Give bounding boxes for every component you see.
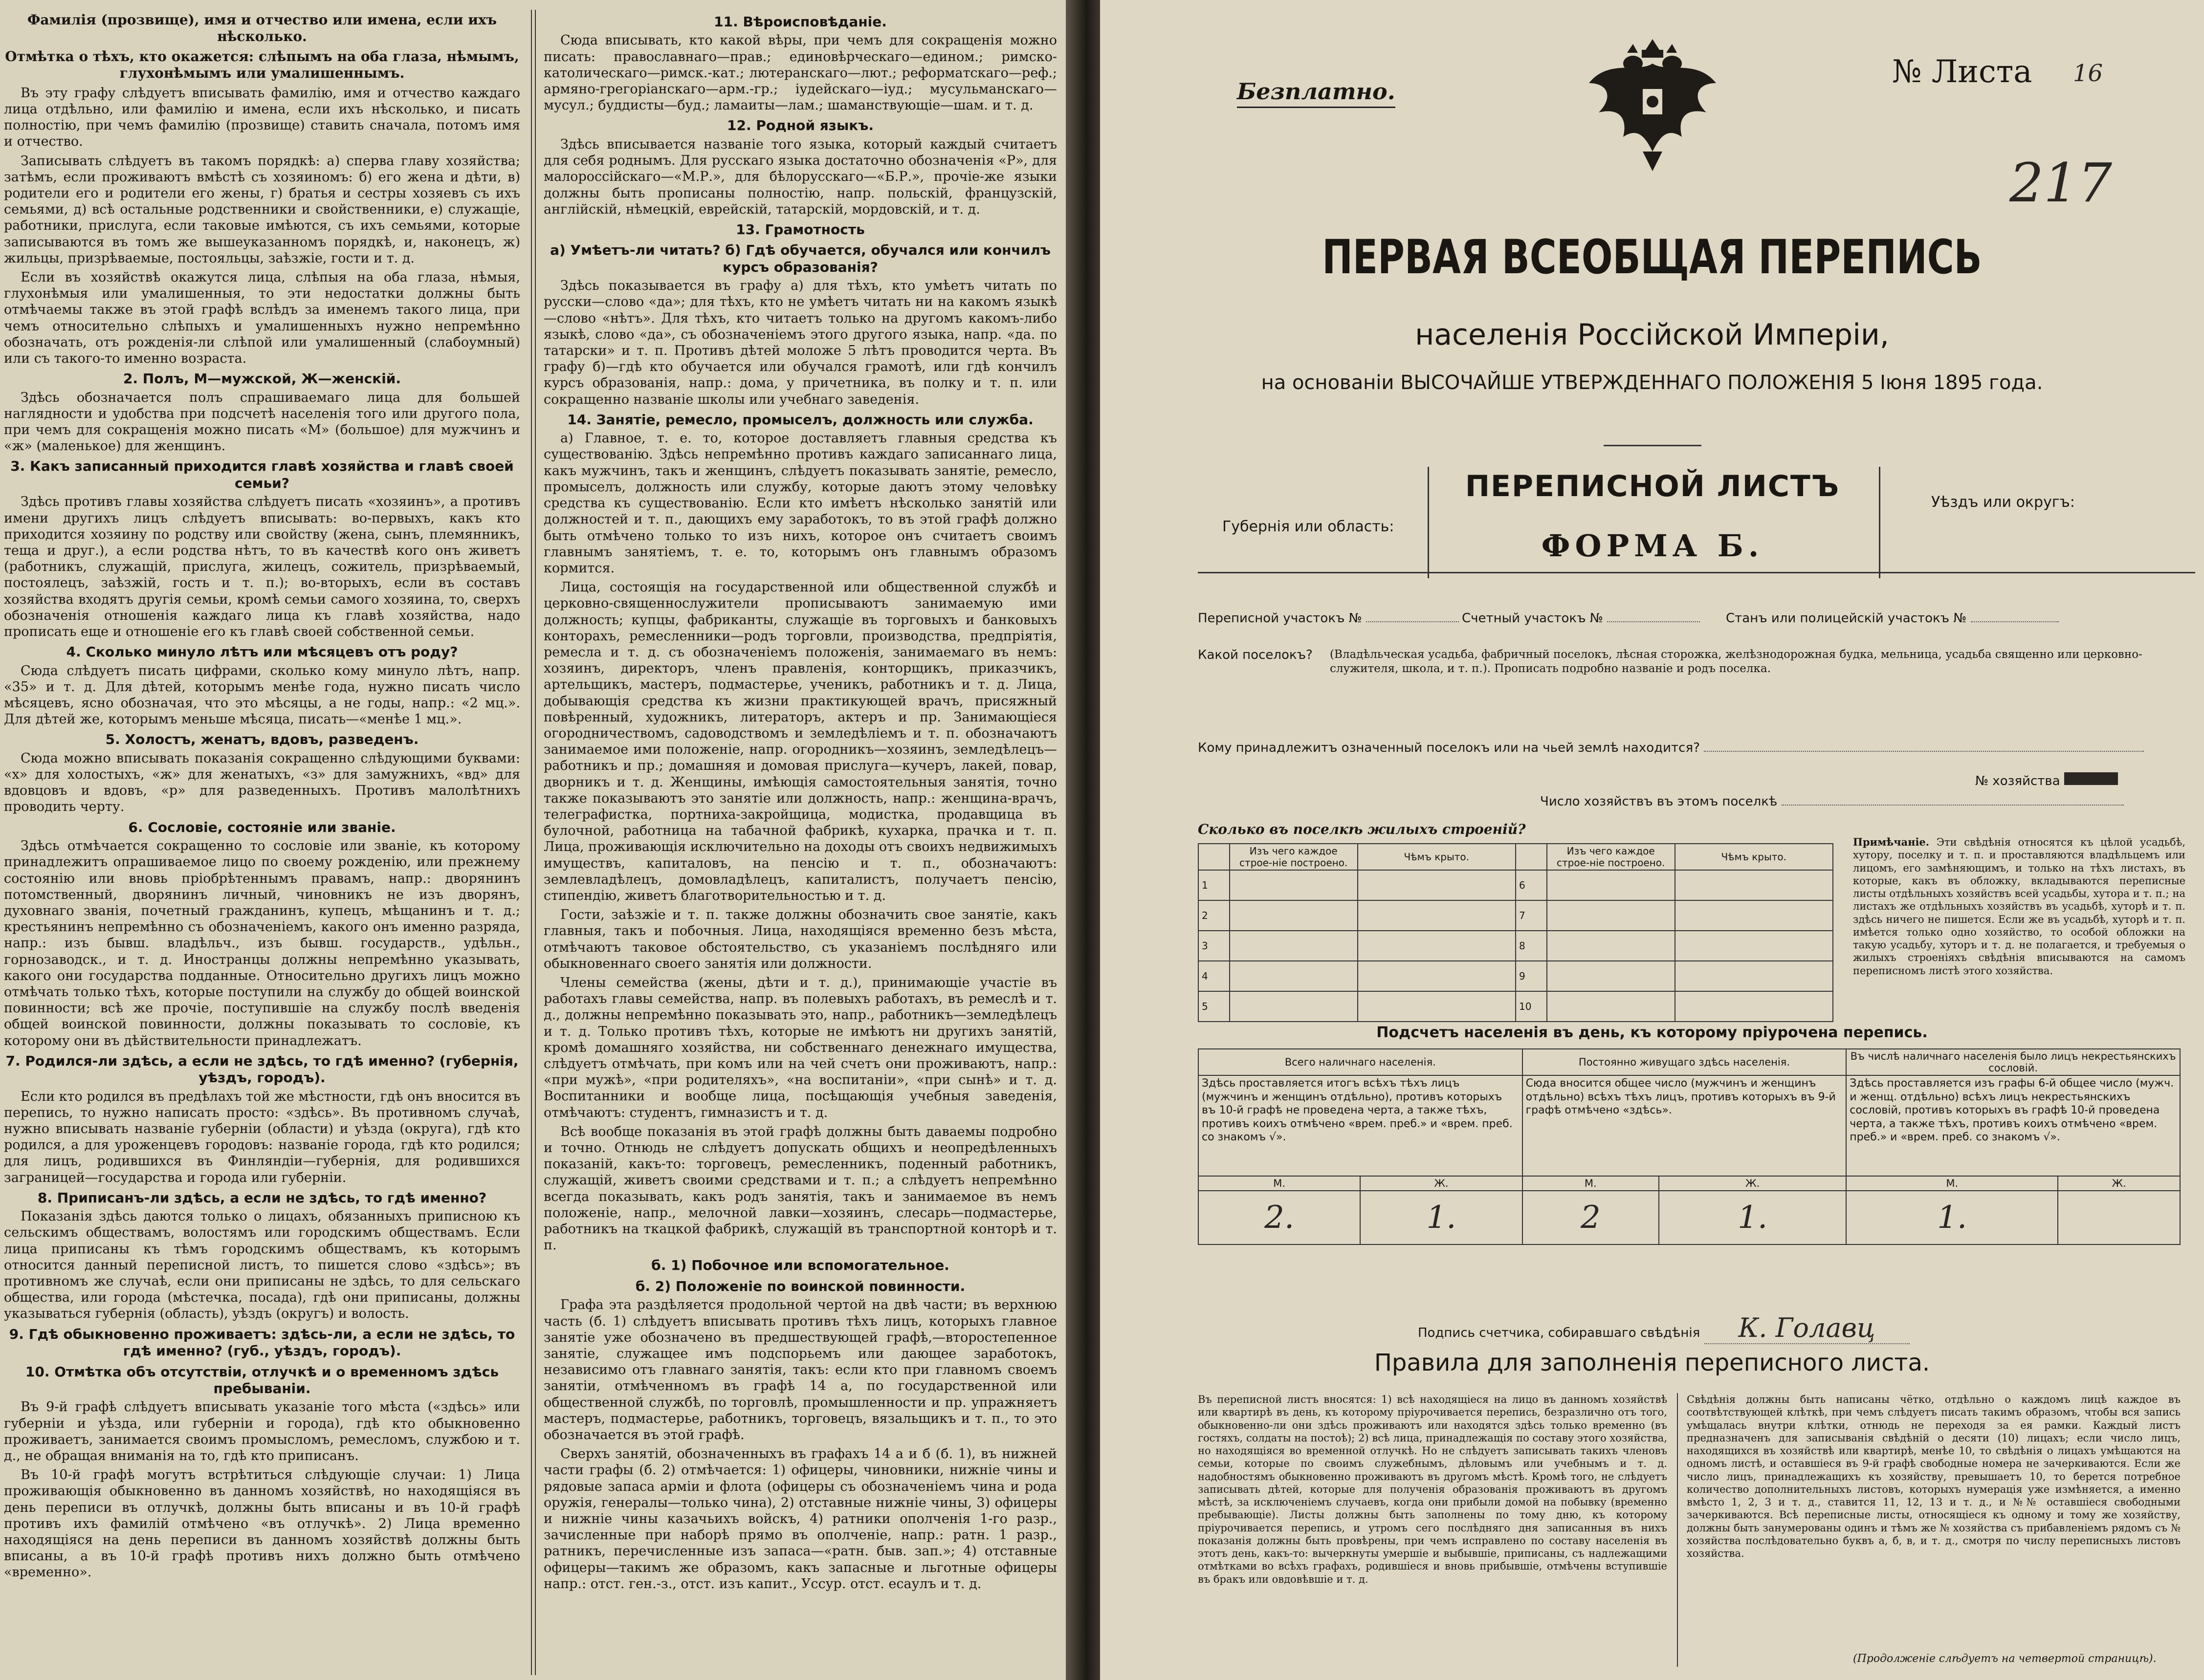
- police-station-label: Станъ или полицейскій участокъ №: [1726, 611, 1967, 626]
- rules-left-text: Въ переписной листъ вносятся: 1) всѣ находящіеся на лицо въ данномъ хозяйствѣ или квартирѣ въ день, къ которому пріурочивается перепись, безразлично отъ того, обыкновенно-ли они здѣсь проживаютъ или находятся здѣсь только временно (въ гостяхъ, солдаты на постоѣ); 2) всѣ лица, принадлежащія по составу этого хозяйства, но находящіяся во временной отлучкѣ. Но не слѣдуетъ записывать такихъ членовъ семьи, которые по своимъ служебнымъ, дѣловымъ или учебнымъ и т. д. надобностямъ обыкновенно проживаютъ въ другомъ мѣстѣ. Кромѣ того, не слѣдуетъ записывать дѣтей, которые для полученія образованія проживаютъ въ другомъ мѣстѣ, за исключеніемъ случаевъ, когда они прибыли домой на побывку (временно пребывающіе). Листы должны быть заполнены по тому дню, къ которому пріурочивается перепись, и утромъ сего послѣдняго дня записанныя въ нихъ показанія должны быть провѣрены, при чемъ исправлено по составу населенія въ этотъ день, какъ-то: вычеркнуты умершіе и выбывшіе, приписаны, съ надлежащими отмѣтками во всѣхъ графахъ, родившіеся и вновь прибывшіе, отмѣчены вступившіе въ бракъ или овдовѣвшіе и т. д.: [1198, 1394, 1667, 1585]
- form-box-bottom-line: [1198, 572, 2195, 573]
- instruction-paragraph: Гости, заѣзжіе и т. п. также должны обозначить свое занятіе, какъ главныя, такъ и побочныя. Лица, находящіяся временно безъ мѣста, отмѣчаютъ таковое обстоятельство, съ указаніемъ послѣдняго или обыкновеннаго своего занятія или должности.: [544, 907, 1057, 971]
- owner-field[interactable]: [1198, 741, 2144, 755]
- instruction-heading: 6. Сословіе, состояніе или званіе.: [128, 819, 396, 835]
- rules-continued-note: (Продолженіе слѣдуетъ на четвертой страницѣ).: [1853, 1653, 2157, 1665]
- note-text: Эти свѣдѣнія относятся къ цѣлой усадьбѣ, хутору, поселку и т. п. и проставляются владѣльцемъ или лицомъ, его замѣняющимъ, и только на тѣхъ листахъ, въ которые, какъ въ обложку, вкладываются переписные листы отдѣльныхъ хозяйствъ всей усадьбы, хутора и т. п.; на листахъ же отдѣльныхъ хозяйствъ въ усадьбѣ, хуторѣ и т. п. здѣсь ничего не пишется. Если же въ усадьбѣ, хуторѣ и т. п. имѣется только одно хозяйство, то особой обложки на такую усадьбу, хуторъ и т. д. не полагается, и требуемыя о жилыхъ строеніяхъ свѣдѣнія вписываются на самомъ переписномъ листѣ этого хозяйства.: [1853, 836, 2185, 977]
- instruction-heading: а) Умѣетъ-ли читать? б) Гдѣ обучается, обучался или кончилъ курсъ образованія?: [550, 242, 1051, 275]
- instruction-heading: 10. Отмѣтка объ отсутствіи, отлучкѣ и о временномъ здѣсь пребываніи.: [25, 1363, 499, 1396]
- form-subtitle: ФОРМА Б.: [1541, 528, 1764, 564]
- household-number-label: № хозяйства: [1975, 774, 2060, 788]
- instruction-paragraph: Сверхъ занятій, обозначенныхъ въ графахъ 14 а и б (б. 1), въ нижней части графы (б. 2) отмѣчается: 1) офицеры, чиновники, нижніе чины и рядовые запаса арміи и флота (офицеры съ обозначеніемъ чина и рода оружія, генералы—только чина), 2) отставные нижніе чины, 3) офицеры и нижніе чины казачьихъ войскъ, 4) ратники ополченія 1-го разр., зачисленные при наборѣ прямо въ ополченіе, напр.: ратн. 1 разр., ратникъ, перечисленные изъ запаса—«ратн. быв. зап.»; 4) отставные офицеры—такимъ же образомъ, какъ запасные и льготные офицеры напр.: отст. ген.-з., отст. изъ капит., Уссур. отст. есаулъ и т. д.: [544, 1446, 1057, 1592]
- census-title: ПЕРВАЯ ВСЕОБЩАЯ ПЕРЕПИСЬ: [1322, 230, 1982, 284]
- district-label: Уѣздъ или округъ:: [1931, 494, 2075, 511]
- note-block: [1853, 836, 2185, 977]
- household-count-field[interactable]: [1540, 794, 2124, 809]
- buildings-col-roof-2: Чѣмъ крыто.: [1675, 844, 1833, 870]
- household-count-label: Число хозяйствъ въ этомъ поселкѣ: [1540, 794, 1778, 809]
- census-form-page: [1100, 0, 2204, 1680]
- province-label: Губернія или область:: [1222, 518, 1394, 535]
- instruction-paragraph: Показанія здѣсь даются только о лицахъ, обязанныхъ приписною къ сельскимъ обществамъ, волостямъ или городскимъ обществамъ. Если лица приписаны къ тѣмъ городскимъ обществамъ, къ которымъ относится данный переписной листъ, то пишется слово «здѣсь»; въ противномъ же случаѣ, если они приписаны не здѣсь, то для сельскаго общества, или города (мѣстечка, посада), гдѣ они приписаны, должны указываться губернія (область), уѣздъ (округъ) и волость.: [4, 1209, 520, 1322]
- column-divider: [531, 10, 536, 1675]
- instruction-heading: Отмѣтка о тѣхъ, кто окажется: слѣпымъ на оба глаза, нѣмымъ, глухонѣмымъ или умалишеннымъ.: [5, 48, 519, 82]
- instruction-paragraph: Члены семейства (жены, дѣти и т. д.), принимающіе участіе въ работахъ главы семейства, напр. въ полевыхъ работахъ, въ ремеслѣ и т. д., должны непремѣнно показывать это, напр., работникъ—земледѣлецъ и т. д. Только противъ тѣхъ, которые не имѣютъ ни другихъ занятій, кромѣ домашняго хозяйства, ни собственнаго денежнаго имущества, слѣдуетъ отмѣчать, при комъ или на чей счетъ они проживаютъ, напр.: «при мужѣ», «при родителяхъ», «на воспитаніи», «при сынѣ» и т. д. Воспитанники и вообще лица, посѣщающія учебныя заведенія, отмѣчаютъ: студентъ, гимназистъ и т. д.: [544, 975, 1057, 1120]
- instruction-heading: 3. Какъ записанный приходится главѣ хозяйства и главѣ своей семьи?: [10, 458, 514, 491]
- instruction-heading: 8. Приписанъ-ли здѣсь, а если не здѣсь, то гдѣ именно?: [37, 1189, 487, 1206]
- settlement-label: Какой поселокъ?: [1198, 648, 1313, 662]
- instruction-paragraph: Здѣсь отмѣчается сокращенно то сословіе или званіе, къ которому принадлежитъ опрашиваемое лицо по своему рожденію, или прежнему состоянію или вновь пріобрѣтеннымъ правамъ, напр.: дворянинъ потомственный, дворянинъ личный, чиновникъ не изъ дворянъ, духовнаго званія, почетный гражданинъ, купецъ, мѣщанинъ и т. д.; крестьянинъ непремѣнно съ обозначеніемъ, какого онъ именно разряда, напр.: изъ бывш. владѣльч., изъ бывш. государств., удѣльн., горнозаводск., и т. д. Иностранцы должны непремѣнно указывать, какого они государства подданные. Относительно другихъ лицъ можно отмѣчать только тѣхъ, которые поступили на службу до общей воинской повинности; всѣ же прочіе, поступившіе на службу послѣ введенія общей воинской повинности, должны показывать то сословіе, къ которому они въ дѣйствительности принадлежатъ.: [4, 838, 520, 1048]
- form-title: ПЕРЕПИСНОЙ ЛИСТЪ: [1465, 469, 1840, 503]
- instructions-column-left: [4, 10, 520, 1675]
- count-area-label: Счетный участокъ №: [1462, 611, 1603, 626]
- total-population-desc: Здѣсь проставляется итогъ всѣхъ тѣхъ лицъ (мужчинъ и женщинъ отдѣльно), противъ которыхъ въ 10-й графѣ не проведена черта, а также тѣхъ, противъ коихъ отмѣчено «врем. преб.» и «врем. преб. со знакомъ √».: [1198, 1075, 1522, 1176]
- total-population-head: Всего наличнаго населенія.: [1198, 1049, 1522, 1075]
- handwritten-folio-number: 217: [2009, 152, 2112, 214]
- instruction-heading: 12. Родной языкъ.: [727, 117, 874, 134]
- settlement-hint: (Владѣльческая усадьба, фабричный поселокъ, лѣсная сторожка, желѣзнодорожная будка, мельница, усадьба священно или церковно-служителя, школа, и т. п.). Прописать подробно названіе и родъ поселка.: [1330, 648, 2142, 675]
- book-spine: [1066, 0, 1100, 1680]
- instruction-paragraph: Всѣ вообще показанія въ этой графѣ должны быть даваемы подробно и точно. Отнюдь не слѣдуетъ допускать общихъ и неопредѣленныхъ показаній, какъ-то: торговецъ, ремесленникъ, поденный работникъ, служащій, живетъ своими средствами и т. п.; а слѣдуетъ непремѣнно всегда показывать, какъ родъ занятія, такъ и занимаемое въ немъ положеніе, напр., мелочной лавки—хозяинъ, слесарь—подмастерье, работникъ на ткацкой фабрикѣ, служащій въ транспортной конторѣ и т. п.: [544, 1124, 1057, 1253]
- non-peasant-female-value[interactable]: [2058, 1191, 2180, 1244]
- rules-title: Правила для заполненія переписного листа.: [1374, 1349, 1930, 1376]
- rules-right-text: Свѣдѣнія должны быть написаны чётко, отдѣльно о каждомъ лицѣ каждое въ соотвѣтствующей клѣткѣ, при чемъ слѣдуетъ писать такимъ образомъ, чтобы вся запись умѣщалась внутри клѣтки, отнюдь не переходя за ея рамки. Каждый листъ предназначенъ для записыванія свѣдѣній о десяти (10) лицахъ; если число лицъ, находящихся въ хозяйствѣ или квартирѣ, менѣе 10, то свѣдѣнія о лицахъ умѣщаются на одномъ листѣ, и оставшіеся въ 9-й графѣ свободные номера не зачеркиваются. Если же число лицъ, принадлежащихъ къ хозяйству, превышаетъ 10, то берется потребное количество дополнительныхъ листовъ, которыхъ нумерація уже измѣняется, а именно вмѣсто 1, 2, 3 и т. д., ставится 11, 12, 13 и т. д., и №№ оставшіеся свободными зачеркиваются. Всѣ переписные листы, относящіеся къ одному и тому же хозяйству, должны быть занумерованы одинъ и тѣмъ же № хозяйства съ прибавленіемъ рядомъ съ № хозяйства послѣдовательно буквъ а, б, в, и т. д., смотря по числу переписныхъ листовъ хозяйства.: [1687, 1394, 2181, 1559]
- instruction-paragraph: Здѣсь вписывается названіе того языка, который каждый считаетъ для себя роднымъ. Для русскаго языка достаточно обозначенія «Р», для малороссійскаго—«М.Р.», для бѣлорусскаго—«Б.Р.», прочіе-же языки должны быть прописаны полностію, напр. польскій, французскій, англійскій, нѣмецкій, еврейскій, татарскій, мордовскій, и т. д.: [544, 136, 1057, 217]
- instruction-heading: 11. Вѣроисповѣданіе.: [714, 14, 887, 30]
- population-table: Всего наличнаго населенія. Постоянно живущаго здѣсь населенія. Въ числѣ наличнаго населенія было лицъ некрестьянскихъ сословій. Здѣсь проставляется итогъ всѣхъ тѣхъ лицъ (мужчинъ и женщинъ отдѣльно), противъ которыхъ въ 10-й графѣ не проведена черта, а также тѣхъ, противъ коихъ отмѣчено «врем. преб.» и «врем. преб. со знакомъ √». Сюда вносится общее число (мужчинъ и женщинъ отдѣльно) всѣхъ тѣхъ лицъ, противъ которыхъ въ 9-й графѣ отмѣчено «здѣсь». Здѣсь проставляется изъ графы 6-й общее число (мужч. и женщ. отдѣльно) всѣхъ лицъ некрестьянскихъ сословій, противъ которыхъ въ графѣ 10-й проведена черта, а также тѣхъ, противъ коихъ отмѣчено «врем. преб.» и «врем. преб. со знакомъ √». М. Ж. М. Ж. М. Ж. 2. 1. 2 1. 1.: [1198, 1048, 2181, 1245]
- instruction-paragraph: а) Главное, т. е. то, которое доставляетъ главныя средства къ существованію. Здѣсь непремѣнно противъ каждаго записаннаго лица, какъ мужчинъ, такъ и женщинъ, слѣдуетъ показывать занятіе, ремесло, промыселъ, должность или службу, которые даютъ этому человѣку средства къ существованію. Если кто имѣетъ нѣсколько занятій или должностей и т. п., дающихъ ему заработокъ, то въ этой графѣ должно быть отмѣчено только то изъ нихъ, которое онъ считаетъ своимъ главнымъ занятіемъ, т. е. то, которымъ онъ главнымъ образомъ кормится.: [544, 431, 1057, 576]
- non-peasant-head: Въ числѣ наличнаго населенія было лицъ некрестьянскихъ сословій.: [1846, 1049, 2180, 1075]
- permanent-female-value[interactable]: 1.: [1659, 1191, 1846, 1244]
- instruction-paragraph: Здѣсь показывается въ графу а) для тѣхъ, кто умѣетъ читать по русски—слово «да»; для тѣхъ, кто не умѣетъ читать ни на какомъ языкѣ—слово «нѣтъ». Для тѣхъ, кто читаетъ только на другомъ какомъ-либо языкѣ, слово «да», съ обозначеніемъ этого другого языка, напр. «да. по татарски» и т. п. Противъ дѣтей моложе 5 лѣтъ проводится черта. Въ графу б)—гдѣ кто обучается или обучался грамотѣ, или гдѣ кончилъ курсъ образованія, напр.: дома, у причетника, въ полку и т. п. или сокращенно названіе школы или учебнаго заведенія.: [544, 278, 1057, 407]
- instruction-paragraph: Въ 9-й графѣ слѣдуетъ вписывать указаніе того мѣста («здѣсь» или губерніи и уѣзда, или губерніи и города), гдѣ кто обыкновенно проживаетъ, занимается своимъ промысломъ, ремесломъ, службою и т. д., не обращая вниманія на то, гдѣ кто приписанъ.: [4, 1399, 520, 1464]
- instruction-paragraph: Лица, состоящія на государственной или общественной службѣ и церковно-священнослужители прописываютъ занимаемую ими должность; купцы, фабриканты, служащіе въ торговыхъ и банковыхъ конторахъ, ремесленники—родъ торговли, производства, предпріятія, ремесла и т. д. съ обозначеніемъ положенія, занимаемаго въ немъ: хозяинъ, директоръ, членъ правленія, конторщикъ, приказчикъ, артельщикъ, мастеръ, подмастерье, ученикъ, работникъ и т. д. Лица, добывающія средства къ жизни практикующей врачъ, присяжный повѣренный, художникъ, литераторъ, актеръ и пр. Занимающіеся огородничествомъ, садоводствомъ и земледѣліемъ и т. п. обозначаютъ занимаемое ими положеніе, напр. огородникъ—хозяинъ, земледѣлецъ—работникъ и пр.; домашняя и домовая прислуга—кучеръ, лакей, повар, дворникъ и т. д. Женщины, имѣющія самостоятельныя занятія, точно также показываютъ это занятіе или должность, напр.: женщина-врачъ, телеграфистка, портниха-закройщица, модистка, продавщица въ булочной, работница на табачной фабрикѣ, кухарка, прачка и т. п. Лица, проживающія исключительно на доходы отъ своихъ недвижимыхъ имуществъ, капиталовъ, на пенсію и т. п., обозначаютъ: землевладѣлецъ, домовладѣлецъ, капиталистъ, получаетъ пенсію, стипендію, живетъ благотворительностью и т. д.: [544, 580, 1057, 903]
- buildings-title: Сколько въ поселкѣ жилыхъ строеній?: [1198, 821, 1526, 837]
- buildings-col-roof: Чѣмъ крыто.: [1358, 844, 1516, 870]
- instruction-paragraph: Графа эта раздѣляется продольной чертой на двѣ части; въ верхнюю часть (б. 1) слѣдуетъ вписывать противъ тѣхъ лицъ, которыхъ главное занятіе уже обозначено въ предшествующей графѣ,—второстепенное занятіе, служащее имъ подспорьемъ или дающее заработокъ, независимо отъ главнаго занятія, такъ: если кто при главномъ своемъ занятіи, отмѣченномъ въ графѣ 14 а, по государственной или общественной службѣ, по торговлѣ, промышленности и пр. упражняетъ мастеръ, подмастерье, работникъ, торговецъ, вязальщикъ и т. п., то это обозначается въ этой графѣ.: [544, 1297, 1057, 1442]
- instruction-paragraph: Сюда вписывать, кто какой вѣры, при чемъ для сокращенія можно писать: православнаго—прав.; единовѣрческаго—едином.; римско-католическаго—римск.-кат.; лютеранскаго—лют.; реформатскаго—реф.; армяно-грегоріанскаго—арм.-гр.; іудейскаго—іуд.; мусульманскаго—мусул.; буддисты—буд.; ламаиты—лам.; шаманствующіе—шам. и т. д.: [544, 33, 1057, 113]
- instruction-heading: 7. Родился-ли здѣсь, а если не здѣсь, то гдѣ именно? (губернія, уѣздъ, городъ).: [5, 1052, 519, 1086]
- instruction-heading: 5. Холостъ, женатъ, вдовъ, разведенъ.: [105, 731, 419, 748]
- permanent-population-desc: Сюда вносится общее число (мужчинъ и женщинъ отдѣльно) всѣхъ тѣхъ лицъ, противъ которыхъ въ 9-й графѣ отмѣчено «здѣсь».: [1522, 1075, 1847, 1176]
- instruction-heading: б. 1) Побочное или вспомогательное.: [651, 1257, 949, 1274]
- signature-field[interactable]: [1418, 1312, 1910, 1344]
- signature-label: Подпись счетчика, собиравшаго свѣдѣнія: [1418, 1326, 1700, 1340]
- household-number-field[interactable]: [1975, 772, 2118, 788]
- owner-label: Кому принадлежитъ означенный поселокъ или на чьей землѣ находится?: [1198, 741, 1700, 755]
- sheet-number-label: № Листа: [1892, 54, 2032, 90]
- total-male-value[interactable]: 2.: [1198, 1191, 1360, 1244]
- instruction-paragraph: Въ 10-й графѣ могутъ встрѣтиться слѣдующіе случаи: 1) Лица проживающія обыкновенно въ данномъ хозяйствѣ, но находящіяся въ день переписи въ отлучкѣ, должны быть вписаны и въ 10-й графѣ противъ ихъ фамилій отмѣчено «въ отлучкѣ». 2) Лица временно находящіяся на день переписи въ данномъ хозяйствѣ должны быть вписаны, а въ 10-й графѣ противъ нихъ должно быть отмѣчено «временно».: [4, 1467, 520, 1580]
- permanent-population-head: Постоянно живущаго здѣсь населенія.: [1522, 1049, 1847, 1075]
- instruction-heading: 4. Сколько минуло лѣтъ или мѣсяцевъ отъ роду?: [66, 644, 458, 660]
- buildings-table: [1198, 843, 1833, 1022]
- instruction-paragraph: Въ эту графу слѣдуетъ вписывать фамилію, имя и отчество каждаго лица отдѣльно, или фамилію и имена, если ихъ нѣсколько, и писать полностію, при чемъ фамилію (прозвище) ставить сначала, потомъ имя и отчество.: [4, 85, 520, 150]
- buildings-row: 4 9: [1198, 961, 1833, 991]
- instruction-paragraph: Сюда слѣдуетъ писать цифрами, сколько кому минуло лѣтъ, напр. «35» и т. д. Для дѣтей, которымъ менѣе года, нужно писать число мѣсяцевъ, ясно обозначая, что это мѣсяцы, а не годы, напр.: «2 мц.». Для дѣтей же, которымъ меньше мѣсяца, писать—«менѣе 1 мц.».: [4, 663, 520, 727]
- buildings-col-material: Изъ чего каждое строе-ніе построено.: [1230, 844, 1358, 870]
- instruction-heading: Фамилія (прозвище), имя и отчество или имена, если ихъ нѣсколько.: [27, 12, 497, 45]
- buildings-col-material-2: Изъ чего каждое строе-ніе построено.: [1547, 844, 1675, 870]
- police-station-field[interactable]: [1726, 611, 2059, 626]
- instruction-paragraph: Если кто родился въ предѣлахъ той же мѣстности, гдѣ онъ вносится въ перепись, то нужно написать просто: «здѣсь». Въ противномъ случаѣ, нужно вписывать названіе губерніи (области) и уѣзда (округа), гдѣ кто родился, а для уроженцевъ городовъ: названіе города, гдѣ кто родился; для лицъ, родившихся въ Финляндіи—губернія, для родившихся заграницей—государства и города или губерніи.: [4, 1089, 520, 1185]
- census-area-label: Переписной участокъ №: [1198, 611, 1362, 626]
- buildings-row: 3 8: [1198, 931, 1833, 961]
- permanent-male-value[interactable]: 2: [1522, 1191, 1659, 1244]
- instruction-paragraph: Здѣсь обозначается полъ спрашиваемаго лица для большей наглядности и удобства при подсчетѣ населенія того или другого пола, при чемъ для сокращенія можно писать «М» (большое) для мужчинъ и «ж» (маленькое) для женщинъ.: [4, 390, 520, 454]
- non-peasant-desc: Здѣсь проставляется изъ графы 6-й общее число (мужч. и женщ. отдѣльно) всѣхъ лицъ некрестьянскихъ сословій, противъ которыхъ въ графѣ 10-й проведена черта, а также тѣхъ, противъ коихъ отмѣчено «врем. преб.» и «врем. преб. со знакомъ √».: [1846, 1075, 2180, 1176]
- free-label: Безплатно.: [1237, 78, 1395, 108]
- population-title: Подсчетъ населенія въ день, къ которому пріурочена перепись.: [1376, 1024, 1928, 1041]
- rules-divider: [1677, 1393, 1678, 1667]
- census-area-field[interactable]: [1198, 611, 1459, 626]
- sheet-number-value: 16: [2073, 60, 2103, 87]
- non-peasant-male-value[interactable]: 1.: [1846, 1191, 2058, 1244]
- title-divider: [1604, 445, 1701, 446]
- instruction-paragraph: Здѣсь противъ главы хозяйства слѣдуетъ писать «хозяинъ», а противъ имени другихъ лицъ слѣдуетъ вписывать: во-первыхъ, какъ кто приходится хозяину по родству или свойству (жена, сынъ, племянникъ, теща и друг.), а если родства нѣтъ, то въ качествѣ кого онъ живетъ (работникъ, служащій, прислуга, жилецъ, сожитель, призрѣваемый, постоялецъ, заѣзжій, гость и т. п.); во-вторыхъ, если въ составъ хозяйства входятъ другія семьи, кромѣ семьи самого хозяина, то, сверхъ обозначенія отношенія каждаго лица къ главѣ хозяйства, надо прописать еще и отношеніе его къ главѣ своей собственной семьи.: [4, 494, 520, 639]
- instruction-paragraph: Если въ хозяйствѣ окажутся лица, слѣпыя на оба глаза, нѣмыя, глухонѣмыя или умалишенныя, то эти недостатки должны быть отмѣчаемы также въ этой графѣ вслѣдъ за именемъ такого лица, при чемъ относительно слѣпыхъ и умалишенныхъ нужно непремѣнно обозначать, отъ рожденія-ли слѣпой или умалишенный (слабоумный) или съ такого-то именно возраста.: [4, 269, 520, 366]
- left-instructions-page: [0, 0, 1066, 1680]
- instruction-heading: 13. Грамотность: [736, 221, 865, 238]
- census-subtitle: населенія Россійской Имперіи,: [1415, 318, 1889, 352]
- instruction-paragraph: Сюда можно вписывать показанія сокращенно слѣдующими буквами: «х» для холостыхъ, «ж» для женатыхъ, «з» для замужнихъ, «вд» для вдовцовъ и вдовъ, «р» для разведенныхъ. Противъ малолѣтнихъ проводить черту.: [4, 750, 520, 815]
- buildings-row: 1 6: [1198, 870, 1833, 900]
- note-title: Примѣчаніе.: [1853, 836, 1930, 848]
- count-area-field[interactable]: [1462, 611, 1700, 626]
- signature-value: К. Голавц: [1704, 1312, 1910, 1344]
- instruction-paragraph: Записывать слѣдуетъ въ такомъ порядкѣ: а) сперва главу хозяйства; затѣмъ, если проживаютъ вмѣстѣ съ хозяиномъ: б) его жена и дѣти, в) родители его и родители его жены, г) братья и сестры хозяевъ съ ихъ семьями, д) всѣ остальные родственники и свойственники, е) служащіе, работники, прислуга, если таковые имѣются, съ ихъ семьями, которые записываются въ томъ же вышеуказанномъ порядкѣ, и, наконецъ, ж) жильцы, призрѣваемые, постояльцы, заѣзжіе, гости и т. д.: [4, 153, 520, 266]
- buildings-row: 5 10: [1198, 991, 1833, 1022]
- total-female-value[interactable]: 1.: [1360, 1191, 1522, 1244]
- instruction-heading: 14. Занятіе, ремесло, промыселъ, должность или служба.: [567, 411, 1034, 428]
- buildings-row: 2 7: [1198, 900, 1833, 931]
- instruction-heading: б. 2) Положеніе по воинской повинности.: [635, 1278, 966, 1294]
- instructions-column-right: [544, 10, 1057, 1675]
- imperial-eagle-emblem: [1579, 29, 1726, 176]
- instruction-heading: 2. Полъ, М—мужской, Ж—женскій.: [123, 371, 401, 387]
- instruction-heading: 9. Гдѣ обыкновенно проживаетъ: здѣсь-ли, а если не здѣсь, то гдѣ именно? (губ., уѣздъ, городъ).: [9, 1326, 515, 1359]
- census-decree-line: на основаніи ВЫСОЧАЙШЕ УТВЕРЖДЕННАГО ПОЛОЖЕНІЯ 5 Іюня 1895 года.: [1261, 371, 2043, 394]
